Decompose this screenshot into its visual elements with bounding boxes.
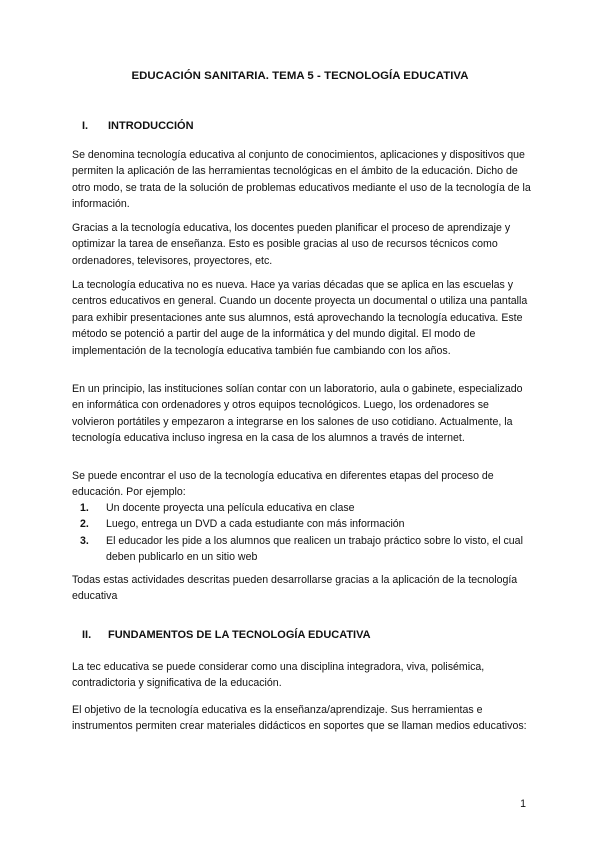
list-number: 3. <box>80 534 89 547</box>
example-list <box>72 500 534 566</box>
section-number: II. <box>82 629 92 641</box>
paragraph: Gracias a la tecnología educativa, los docentes pueden planificar el proceso de aprendizaje y optimizar la tarea de enseñanza. Esto es posible gracias al uso de recursos técnicos como ordenadores, televisores, proyectores, etc. <box>72 222 511 267</box>
list-number: 2. <box>80 518 89 531</box>
section-heading-fundamentos <box>82 629 371 641</box>
section-title: INTRODUCCIÓN <box>108 120 194 132</box>
paragraph: Se denomina tecnología educativa al conjunto de conocimientos, aplicaciones y dispositivos que permiten la aplicación de las herramientas tecnológicas en el ámbito de la educación. Dicho de otro modo, se trata de la solución de problemas educativos mediante el uso de la tecnología de la información. <box>72 149 531 211</box>
paragraph: Se puede encontrar el uso de la tecnología educativa en diferentes etapas del proceso de educación. Por ejemplo: <box>72 470 494 499</box>
list-item <box>72 500 534 516</box>
paragraph: La tec educativa se puede considerar como una disciplina integradora, viva, polisémica, contradictoria y significativa de la educación. <box>72 661 485 690</box>
list-item <box>72 533 534 566</box>
paragraph: Todas estas actividades descritas pueden desarrollarse gracias a la aplicación de la tecnología educativa <box>72 574 518 603</box>
paragraph: En un principio, las instituciones solían contar con un laboratorio, aula o gabinete, especializado en informática con ordenadores y otros equipos tecnológicos. Luego, los ordenadores se volvieron portátiles y empezaron a integrarse en los salones de uso cotidiano. Actualmente, la tecnología educativa incluso ingresa en la casa de los alumnos a través de internet. <box>72 383 523 445</box>
section-title: FUNDAMENTOS DE LA TECNOLOGÍA EDUCATIVA <box>108 629 371 641</box>
list-item <box>72 516 534 532</box>
section-heading-introduccion <box>82 120 194 132</box>
list-item-text: Luego, entrega un DVD a cada estudiante con más información <box>106 518 405 531</box>
list-item-text: Un docente proyecta una película educativa en clase <box>106 502 355 514</box>
list-number: 1. <box>80 502 89 514</box>
list-item-text: El educador les pide a los alumnos que realicen un trabajo práctico sobre lo visto, el cual deben publicarlo en un sitio web <box>106 534 523 564</box>
paragraph: La tecnología educativa no es nueva. Hace ya varias décadas que se aplica en las escuelas y centros educativos en general. Cuando un docente proyecta un documental o utiliza una pantalla para exhibir presentaciones ante sus alumnos, está aprovechando la tecnología educativa. Este método se potenció a partir del auge de la informática y del mundo digital. El modo de implementación de la tecnología educativa también fue cambiando con los años. <box>72 279 528 357</box>
page-number: 1 <box>520 798 526 810</box>
document-title: EDUCACIÓN SANITARIA. TEMA 5 - TECNOLOGÍA EDUCATIVA <box>131 70 469 82</box>
section-number: I. <box>82 120 89 132</box>
paragraph: El objetivo de la tecnología educativa es la enseñanza/aprendizaje. Sus herramientas e instrumentos permiten crear materiales didácticos en soportes que se llaman medios educativos: <box>72 704 527 733</box>
